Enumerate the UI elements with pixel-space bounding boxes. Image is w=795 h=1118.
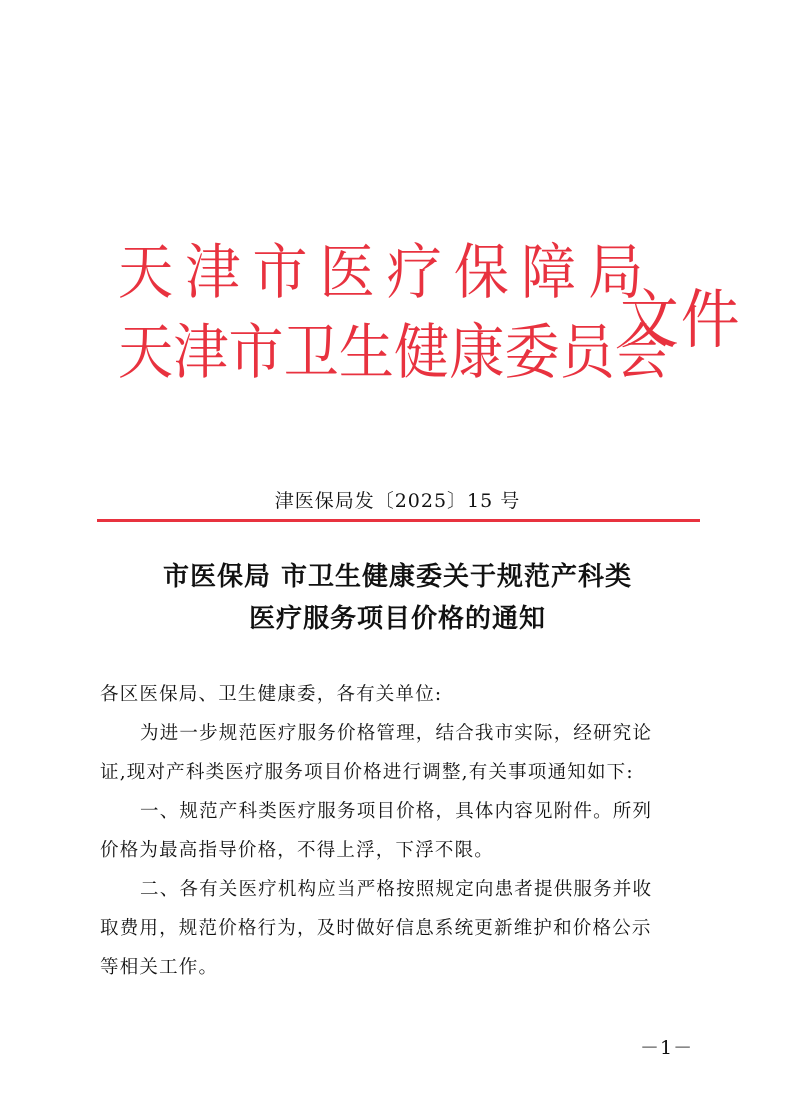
body-line: 一、规范产科类医疗服务项目价格，具体内容见附件。所列 xyxy=(140,801,653,822)
document-number: 津医保局发〔2025〕15 号 xyxy=(274,490,521,512)
document-body xyxy=(100,675,700,987)
body-line: 为进一步规范医疗服务价格管理，结合我市实际，经研究论 xyxy=(140,723,653,744)
document-title xyxy=(0,556,795,640)
title-line-1: 市医保局 市卫生健康委关于规范产科类 xyxy=(162,562,633,592)
salutation: 各区医保局、卫生健康委，各有关单位: xyxy=(100,684,443,705)
red-divider xyxy=(97,519,700,522)
body-line: 等相关工作。 xyxy=(100,957,219,978)
issuer-line-1: 天津市医疗保障局 xyxy=(118,238,656,308)
title-line-2: 医疗服务项目价格的通知 xyxy=(248,604,546,634)
red-letterhead xyxy=(118,238,742,408)
body-line: 二、各有关医疗机构应当严格按照规定向患者提供服务并收 xyxy=(140,879,653,900)
body-line: 价格为最高指导价格，不得上浮，下浮不限。 xyxy=(100,840,495,861)
issuer-line-2: 天津市卫生健康委员会 xyxy=(118,318,670,388)
page-number: －1－ xyxy=(640,1037,694,1059)
body-line: 取费用，规范价格行为，及时做好信息系统更新维护和价格公示 xyxy=(100,918,652,939)
body-line: 证,现对产科类医疗服务项目价格进行调整,有关事项通知如下: xyxy=(100,762,634,783)
issuer-suffix: 文件 xyxy=(620,284,742,358)
